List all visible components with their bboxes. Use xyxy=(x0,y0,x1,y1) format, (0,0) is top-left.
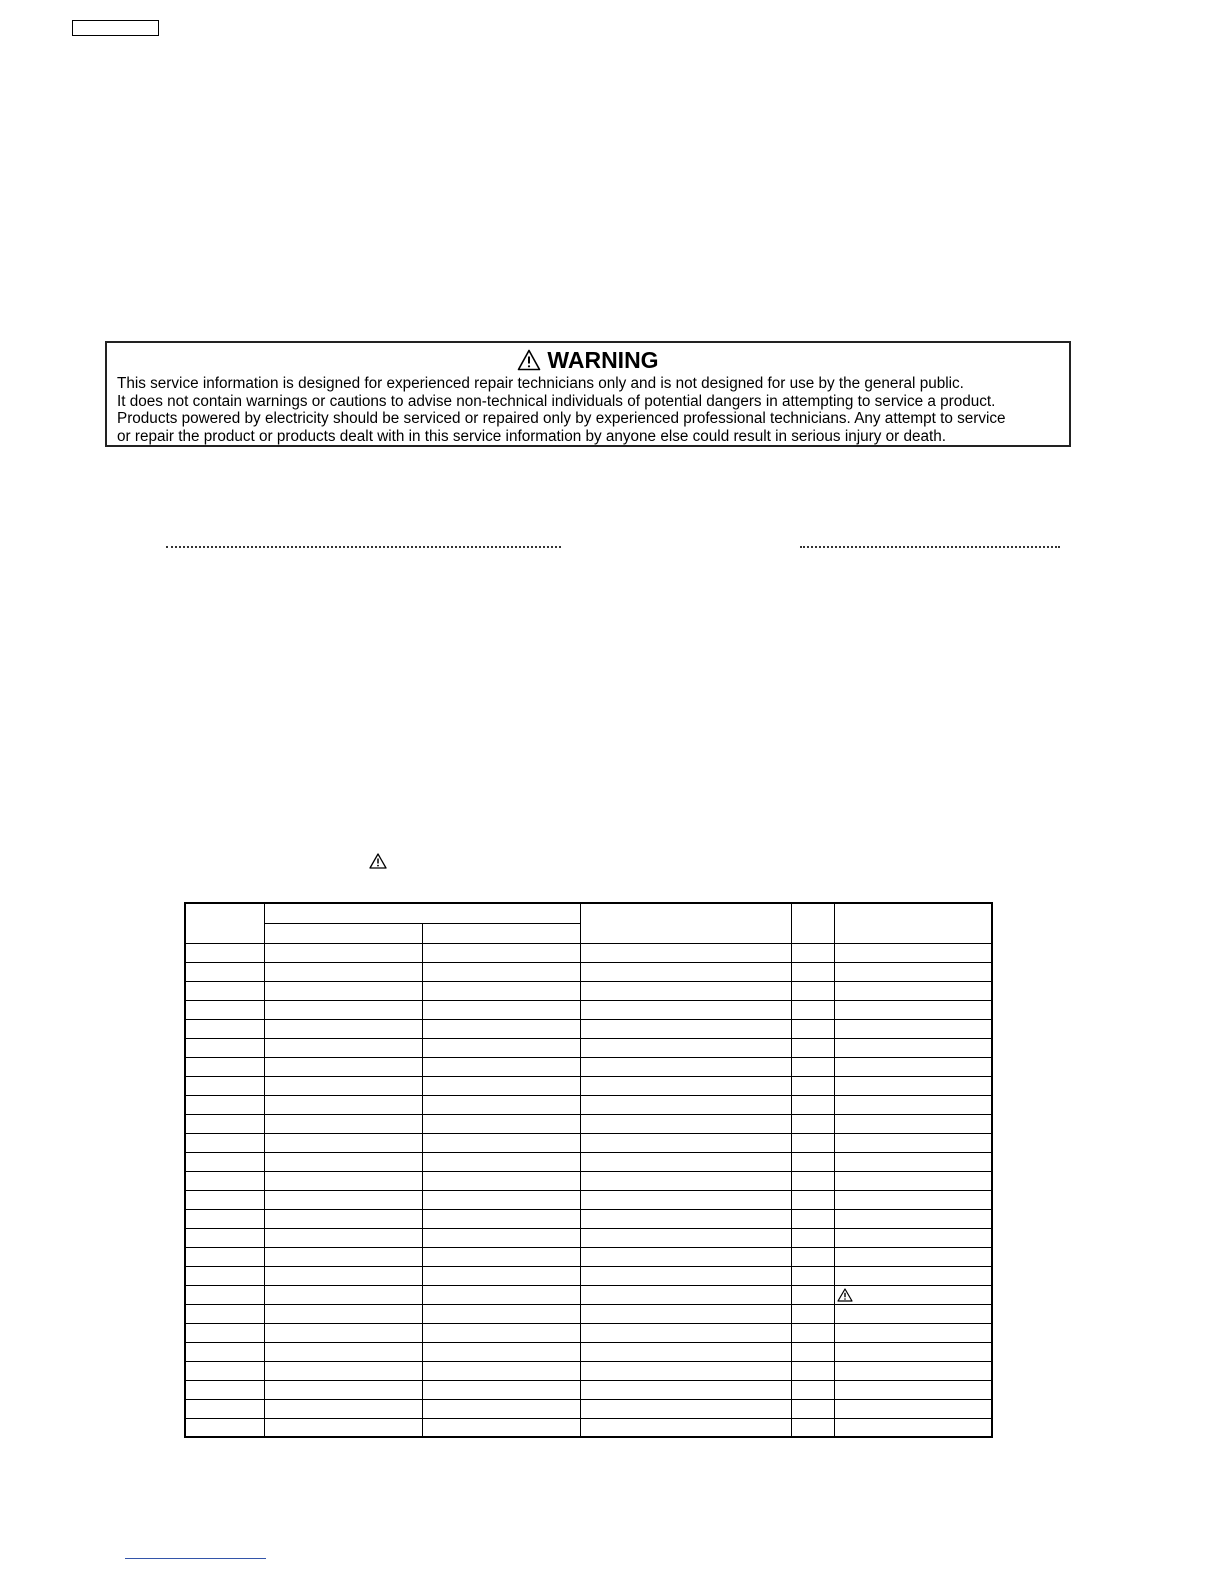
table-cell xyxy=(264,1304,422,1323)
bottom-link-underline xyxy=(125,1558,266,1559)
table-cell xyxy=(422,943,580,962)
table-row xyxy=(185,1095,992,1114)
table-cell xyxy=(791,1000,834,1019)
table-cell xyxy=(185,1057,264,1076)
table-row xyxy=(185,1133,992,1152)
table-cell xyxy=(264,1342,422,1361)
table-cell xyxy=(791,1418,834,1437)
table-cell xyxy=(791,1380,834,1399)
table-cell xyxy=(264,943,422,962)
header-cell xyxy=(422,923,580,943)
table-cell xyxy=(580,1038,791,1057)
table-cell xyxy=(791,1304,834,1323)
table-cell xyxy=(791,1285,834,1304)
top-label-box xyxy=(72,20,159,36)
table-cell xyxy=(185,981,264,1000)
table-cell xyxy=(834,1380,992,1399)
table-cell xyxy=(422,1076,580,1095)
table-cell xyxy=(422,1399,580,1418)
table-cell xyxy=(580,1057,791,1076)
table-cell xyxy=(185,1228,264,1247)
table-cell xyxy=(834,1399,992,1418)
table-cell xyxy=(422,1228,580,1247)
table-cell xyxy=(185,1038,264,1057)
table-cell xyxy=(834,1361,992,1380)
parts-table xyxy=(184,902,993,1438)
table-cell xyxy=(185,1114,264,1133)
table-cell xyxy=(264,1038,422,1057)
table-cell xyxy=(264,1133,422,1152)
table-cell xyxy=(580,1133,791,1152)
table-cell xyxy=(264,1285,422,1304)
table-cell xyxy=(185,1247,264,1266)
table-cell xyxy=(791,1342,834,1361)
table-cell xyxy=(791,1095,834,1114)
table-row xyxy=(185,1342,992,1361)
table-cell xyxy=(834,1266,992,1285)
table-cell xyxy=(580,1323,791,1342)
table-cell xyxy=(422,1171,580,1190)
table-cell xyxy=(185,1418,264,1437)
table-cell xyxy=(264,1323,422,1342)
table-cell xyxy=(791,1076,834,1095)
table-cell xyxy=(834,1323,992,1342)
table-cell xyxy=(834,1247,992,1266)
table-cell xyxy=(264,962,422,981)
table-cell xyxy=(834,1171,992,1190)
table-cell xyxy=(185,1342,264,1361)
table-cell xyxy=(185,962,264,981)
table-cell xyxy=(185,1000,264,1019)
table-cell xyxy=(580,1342,791,1361)
warning-title-row xyxy=(117,345,1059,375)
table-cell xyxy=(185,1285,264,1304)
table-row xyxy=(185,981,992,1000)
table-cell xyxy=(264,1399,422,1418)
table-cell xyxy=(422,1342,580,1361)
table-cell xyxy=(580,962,791,981)
table-cell xyxy=(185,1076,264,1095)
table-cell xyxy=(422,1152,580,1171)
table-row xyxy=(185,1152,992,1171)
table-row xyxy=(185,1418,992,1437)
table-cell xyxy=(185,1133,264,1152)
table-cell xyxy=(834,1095,992,1114)
table-cell xyxy=(264,1095,422,1114)
table-cell xyxy=(834,1304,992,1323)
table-cell xyxy=(185,1152,264,1171)
table-cell xyxy=(791,1361,834,1380)
table-cell xyxy=(580,1095,791,1114)
table-cell xyxy=(580,943,791,962)
table-row xyxy=(185,1380,992,1399)
table-cell xyxy=(791,962,834,981)
table-cell xyxy=(264,1361,422,1380)
table-cell xyxy=(185,943,264,962)
table-cell xyxy=(580,1114,791,1133)
table-row xyxy=(185,1000,992,1019)
table-cell xyxy=(264,1247,422,1266)
table-row xyxy=(185,1019,992,1038)
table-cell xyxy=(264,1380,422,1399)
table-cell xyxy=(791,1171,834,1190)
warning-line-2: It does not contain warnings or cautions to advise non-technical individuals of potential dangers in attempting to service a product. xyxy=(117,392,996,410)
table-cell xyxy=(791,1247,834,1266)
table-cell xyxy=(580,1209,791,1228)
table-cell xyxy=(580,1399,791,1418)
table-cell xyxy=(185,1190,264,1209)
table-cell xyxy=(264,1000,422,1019)
table-row xyxy=(185,1247,992,1266)
warning-title: WARNING xyxy=(547,347,659,373)
table-cell xyxy=(834,1228,992,1247)
table-row xyxy=(185,1228,992,1247)
table-row xyxy=(185,1057,992,1076)
table-cell xyxy=(580,1152,791,1171)
warning-triangle-icon xyxy=(837,1288,853,1302)
table-row xyxy=(185,1323,992,1342)
table-row xyxy=(185,1266,992,1285)
table-cell xyxy=(580,981,791,1000)
table-cell xyxy=(185,1304,264,1323)
table-cell xyxy=(185,1361,264,1380)
table-cell xyxy=(791,1209,834,1228)
table-cell xyxy=(834,1152,992,1171)
table-cell xyxy=(834,943,992,962)
table-cell xyxy=(422,1304,580,1323)
table-cell xyxy=(791,1323,834,1342)
warning-line-4: or repair the product or products dealt with in this service information by anyone else could result in serious injury or death. xyxy=(117,427,947,445)
header-cell xyxy=(791,903,834,943)
table-cell xyxy=(580,1076,791,1095)
table-cell xyxy=(422,1266,580,1285)
table-cell xyxy=(422,962,580,981)
header-cell xyxy=(264,903,580,923)
table-cell xyxy=(264,1228,422,1247)
table-cell xyxy=(422,1133,580,1152)
table-cell xyxy=(422,1114,580,1133)
table-row xyxy=(185,1304,992,1323)
table-cell xyxy=(580,1228,791,1247)
table-cell xyxy=(834,1418,992,1437)
table-cell xyxy=(422,1361,580,1380)
table-cell xyxy=(791,1038,834,1057)
warning-line-3: Products powered by electricity should be serviced or repaired only by experienced professional technicians. Any attempt to service xyxy=(117,410,1006,427)
table-cell xyxy=(185,1399,264,1418)
table-cell xyxy=(580,1019,791,1038)
table-cell xyxy=(580,1285,791,1304)
dotted-rule-left xyxy=(166,546,561,548)
table-row xyxy=(185,962,992,981)
header-cell xyxy=(185,903,264,943)
table-cell xyxy=(834,1342,992,1361)
header-cell xyxy=(264,923,422,943)
table-header-row xyxy=(185,903,992,923)
table-cell xyxy=(422,1247,580,1266)
table-cell xyxy=(580,1000,791,1019)
table-cell xyxy=(422,1190,580,1209)
table-cell xyxy=(422,1380,580,1399)
table-cell xyxy=(580,1247,791,1266)
table-cell xyxy=(422,1285,580,1304)
table-row xyxy=(185,1076,992,1095)
table-cell xyxy=(264,1209,422,1228)
table-cell xyxy=(834,1038,992,1057)
table-row xyxy=(185,1038,992,1057)
table-cell xyxy=(834,1076,992,1095)
table-row xyxy=(185,1171,992,1190)
table-cell xyxy=(834,981,992,1000)
table-row xyxy=(185,1114,992,1133)
header-cell xyxy=(580,903,791,943)
table-cell xyxy=(580,1266,791,1285)
table-cell xyxy=(834,1285,992,1304)
table-cell xyxy=(185,1380,264,1399)
table-cell xyxy=(580,1418,791,1437)
table-cell xyxy=(185,1019,264,1038)
table-cell xyxy=(580,1380,791,1399)
table-cell xyxy=(422,1209,580,1228)
table-cell xyxy=(834,1057,992,1076)
table-cell xyxy=(264,981,422,1000)
table-row xyxy=(185,1361,992,1380)
table-cell xyxy=(791,1019,834,1038)
table-cell xyxy=(264,1152,422,1171)
table-cell xyxy=(791,1152,834,1171)
table-cell xyxy=(422,1323,580,1342)
warning-line-1: This service information is designed for experienced repair technicians only and is not designed for use by the general public. xyxy=(117,375,964,392)
table-cell xyxy=(834,1019,992,1038)
table-cell xyxy=(791,1399,834,1418)
table-cell xyxy=(185,1323,264,1342)
table-cell xyxy=(422,1057,580,1076)
table-cell xyxy=(264,1019,422,1038)
table-cell xyxy=(185,1095,264,1114)
table-row xyxy=(185,1190,992,1209)
table-cell xyxy=(834,1114,992,1133)
table-cell xyxy=(791,1190,834,1209)
safety-mark-icon xyxy=(369,853,387,874)
table-cell xyxy=(185,1171,264,1190)
table-cell xyxy=(264,1171,422,1190)
table-cell xyxy=(185,1266,264,1285)
table-row xyxy=(185,943,992,962)
warning-box xyxy=(105,341,1071,447)
table-cell xyxy=(264,1418,422,1437)
table-cell xyxy=(264,1190,422,1209)
table-cell xyxy=(834,1133,992,1152)
table-row xyxy=(185,1285,992,1304)
table-cell xyxy=(791,1057,834,1076)
table-cell xyxy=(422,1418,580,1437)
warning-triangle-icon xyxy=(517,349,541,371)
table-cell xyxy=(834,1000,992,1019)
header-cell xyxy=(834,903,992,943)
table-cell xyxy=(580,1190,791,1209)
table-row xyxy=(185,1399,992,1418)
dotted-rule-right xyxy=(800,546,1060,548)
table-cell xyxy=(580,1361,791,1380)
table-cell xyxy=(422,1095,580,1114)
table-cell xyxy=(580,1171,791,1190)
table-cell xyxy=(580,1304,791,1323)
table-cell xyxy=(264,1076,422,1095)
table-cell xyxy=(264,1266,422,1285)
table-cell xyxy=(185,1209,264,1228)
table-cell xyxy=(422,981,580,1000)
table-cell xyxy=(422,1019,580,1038)
table-cell xyxy=(264,1114,422,1133)
table-cell xyxy=(264,1057,422,1076)
table-cell xyxy=(834,1209,992,1228)
table-cell xyxy=(834,962,992,981)
table-cell xyxy=(791,1228,834,1247)
table-cell xyxy=(791,1133,834,1152)
table-cell xyxy=(422,1000,580,1019)
table-cell xyxy=(791,981,834,1000)
table-cell xyxy=(791,1114,834,1133)
table-cell xyxy=(791,943,834,962)
table-cell xyxy=(422,1038,580,1057)
table-row xyxy=(185,1209,992,1228)
table-cell xyxy=(834,1190,992,1209)
table-cell xyxy=(791,1266,834,1285)
